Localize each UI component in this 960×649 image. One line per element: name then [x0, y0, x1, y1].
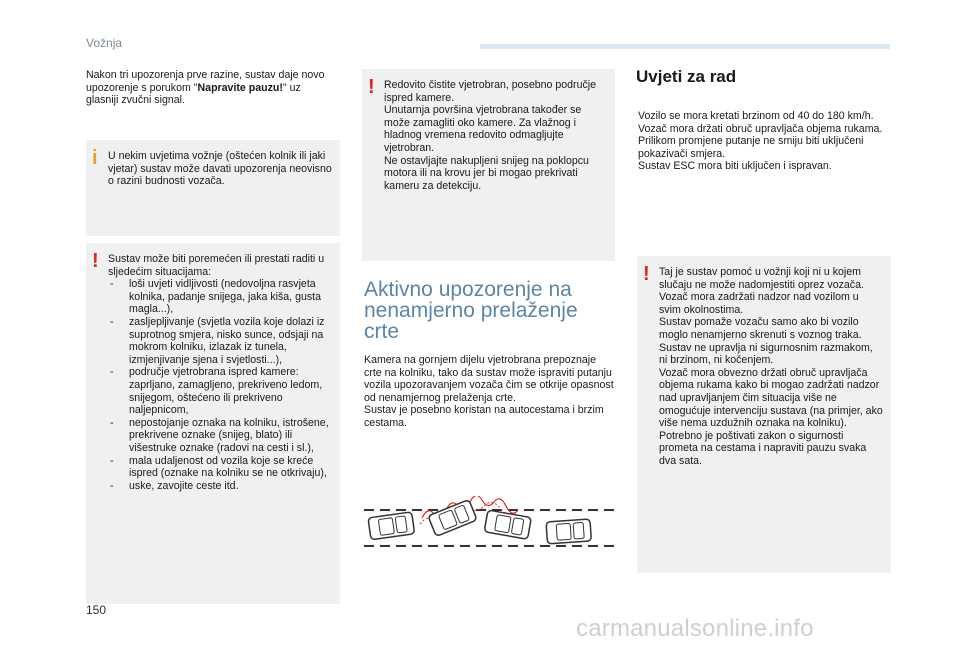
info-box-col1: [86, 140, 340, 236]
warning-box-col1: [86, 243, 340, 604]
list-item: - područje vjetrobrana ispred kamere: zaprljano, zamagljeno, prekriveno ledom, snijegom, oštećeno ili prekriveno naljepnicom,: [108, 366, 332, 416]
info-icon: i: [92, 147, 98, 169]
page-number: 150: [86, 603, 107, 617]
warning-situations-list: [108, 278, 332, 492]
info-box-text: U nekim uvjetima vožnje (oštećen kolnik ili jaki vjetar) sustav može davati upozorenja neovisno o razini budnosti vozača.: [108, 150, 332, 188]
lane-departure-description: [364, 354, 614, 430]
description-paragraph: Sustav je posebno koristan na autocestama i brzim cestama.: [364, 404, 604, 429]
warning-text: Ne ostavljajte nakupljeni snijeg na poklopcu motora ili na krovu jer bi mogao prekrivati kameru za detekciju.: [384, 154, 589, 192]
warning-icon: !: [92, 250, 99, 272]
intro-text-pre: Nakon tri upozorenja prve razine, sustav daje novo upozorenje s porukom ": [86, 69, 325, 94]
condition-line: Vozilo se mora kretati brzinom od 40 do 180 km/h.: [638, 110, 874, 122]
intro-text-post: " uz glasniji zvučni signal.: [86, 81, 301, 107]
warning-text: Taj je sustav pomoć u vožnji koji ni u kojem slučaju ne može nadomjestiti oprez vozača. Vozač mora zadržati nadzor nad vozilom u svim okolnostima.: [659, 266, 864, 316]
section-title-conditions: Uvjeti za rad: [636, 67, 737, 86]
conditions-text: [638, 110, 888, 173]
list-item: - nepostojanje oznaka na kolniku, istrošene, prekrivene oznake (snijeg, blato) ili višestruke oznake (radovi na cesti i sl.),: [108, 417, 332, 455]
section-title-lane-departure: Aktivno upozorenje na nenamjerno prelaženje crte: [364, 278, 578, 343]
list-item: - uske, zavojite ceste itd.: [108, 480, 332, 493]
warning-box-col2: [362, 69, 615, 261]
condition-line: Sustav ESC mora biti uključen i ispravan.: [638, 160, 832, 173]
warning-text: Redovito čistite vjetrobran, posebno područje ispred kamere.: [384, 79, 596, 104]
condition-line: Prilikom promjene putanje ne smiju biti uključeni pokazivači smjera.: [638, 135, 864, 160]
warning-icon: !: [643, 263, 650, 285]
watermark: carmanualsonline.info: [576, 615, 814, 642]
warning-icon: !: [368, 76, 375, 98]
condition-line: Vozač mora držati obruč upravljača objema rukama.: [638, 122, 883, 135]
warning-text: Unutarnja površina vjetrobrana također se može zamagliti oko kamere. Za vlažnog i hladnog vremena redovito odmagljujte vjetrobran.: [384, 104, 582, 154]
header-accent-bar: [480, 44, 890, 49]
warning-text: Vozač mora obvezno držati obruč upravljača objema rukama kako bi mogao zadržati nadzor nad upravljanjem čim situacija više ne omogućuje intervenciju sustava (na primjer, ako više nema uzdužnih oznaka na kolniku).: [659, 366, 883, 430]
warning-text: Sustav pomaže vozaču samo ako bi vozilo moglo nenamjerno skrenuti s voznog traka. Sustav ne upravlja ni sigurnosnim razmakom, ni brzinom, ni kočenjem.: [659, 316, 873, 367]
warning-box-col3: [637, 256, 891, 573]
list-item: - zasljepljivanje (svjetla vozila koje dolazi iz suprotnog smjera, nisko sunce, odsjaji na mokrom kolniku, izlazak iz tunela, izmjenjivanje sjena i svjetlosti...),: [108, 316, 332, 366]
warning-text: Potrebno je poštivati zakon o sigurnosti prometa na cestama i napraviti pauzu svaka dva sata.: [659, 429, 867, 467]
intro-message-bold: Napravite pauzu!: [197, 81, 283, 94]
header-section-title: Vožnja: [86, 36, 123, 50]
list-item: - mala udaljenost od vozila koje se kreće ispred (oznake na kolniku se ne otkrivaju),: [108, 455, 332, 480]
col1-intro: [86, 69, 336, 107]
lane-departure-car-icon: [362, 496, 618, 569]
list-item: - loši uvjeti vidljivosti (nedovoljna rasvjeta kolnika, padanje snijega, jaka kiša, gusta magla...),: [108, 278, 332, 316]
description-paragraph: Kamera na gornjem dijelu vjetrobrana prepoznaje crte na kolniku, tako da sustav može ispraviti putanju vozila upozoravanjem vozača čim se otkrije opasnost od nenamjernog prelaženja crte.: [364, 354, 614, 404]
warning-box-intro: Sustav može biti poremećen ili prestati raditi u sljedećim situacijama:: [108, 253, 325, 278]
